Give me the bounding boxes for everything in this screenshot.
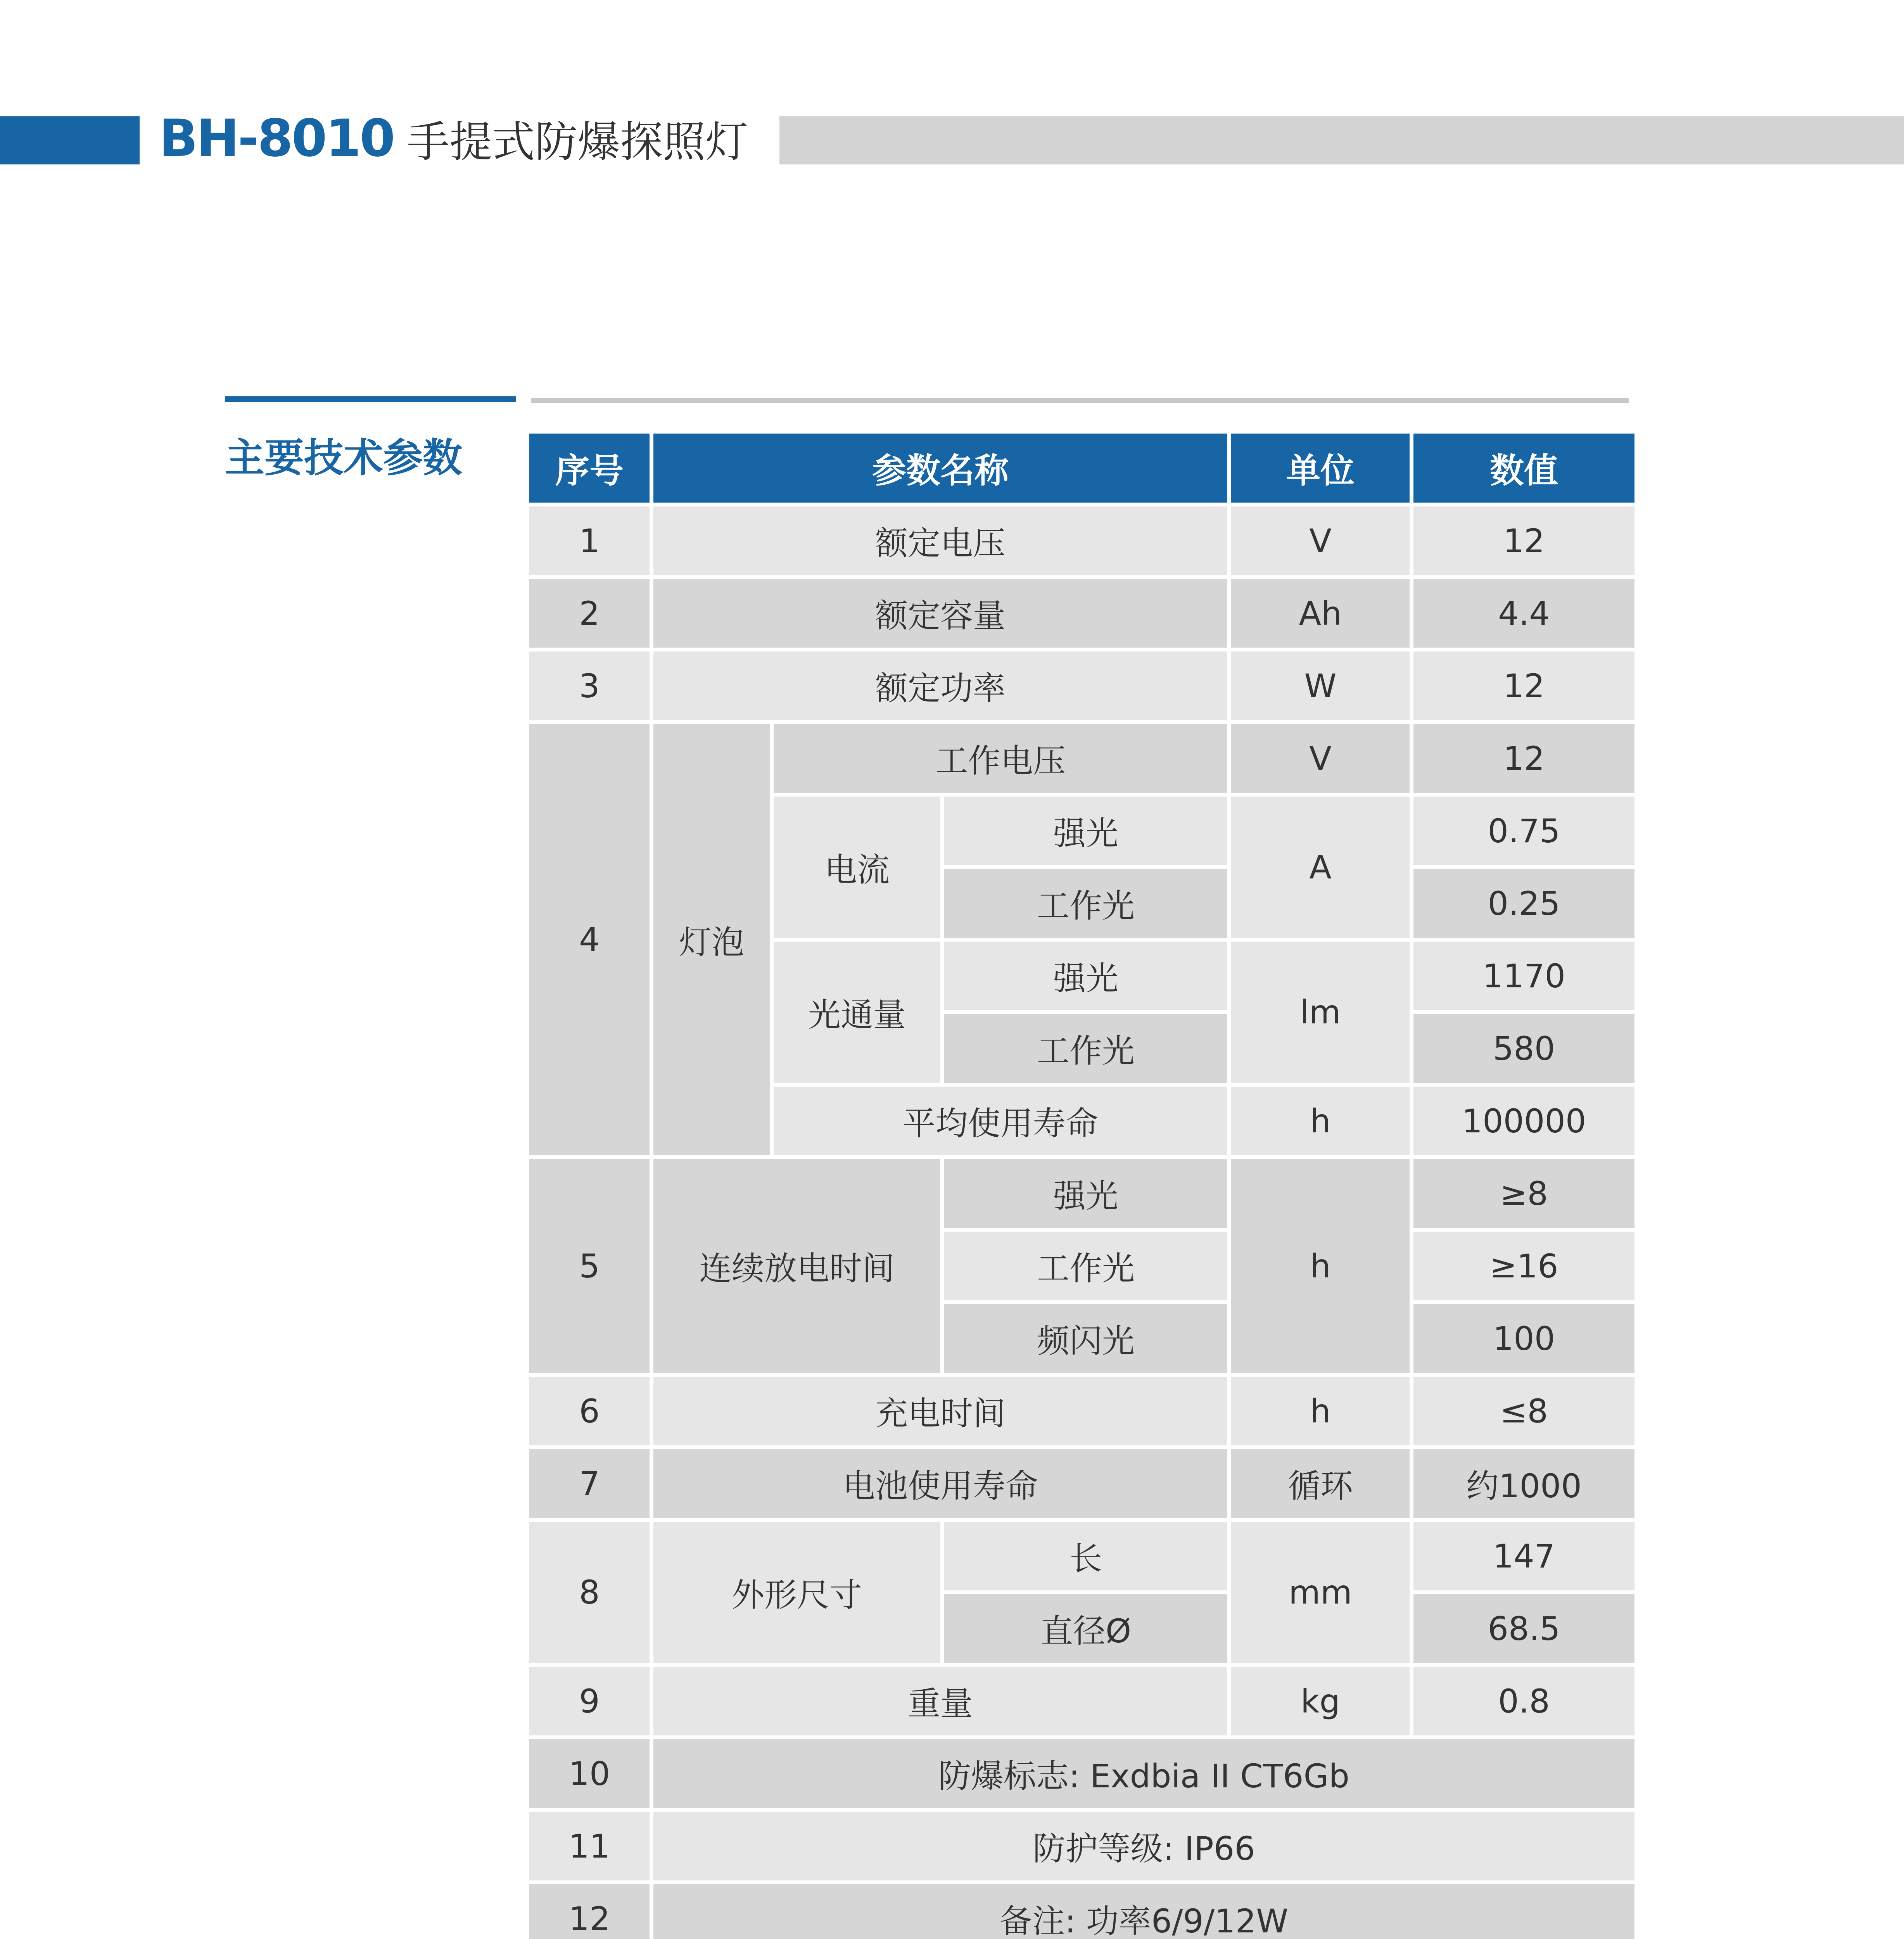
note-text: 备注: 功率6/9/12W <box>653 1884 1634 1939</box>
param-group: 灯泡 <box>653 724 770 1155</box>
param-mode: 长 <box>944 1522 1227 1590</box>
row-number: 6 <box>529 1377 650 1445</box>
spec-table <box>525 430 1638 1939</box>
param-unit: h <box>1231 1087 1410 1155</box>
section-title: 主要技术参数 <box>225 435 462 481</box>
param-mode: 频闪光 <box>944 1304 1227 1373</box>
param-unit: h <box>1231 1377 1410 1445</box>
param-value: 12 <box>1413 652 1634 720</box>
row-number: 5 <box>529 1159 650 1373</box>
param-value: 4.4 <box>1413 579 1634 648</box>
section-divider-line <box>531 398 1629 403</box>
param-name: 电池使用寿命 <box>653 1449 1227 1518</box>
row-number: 4 <box>529 724 650 1155</box>
param-unit: V <box>1231 506 1410 575</box>
table-row <box>529 1667 1634 1735</box>
header-gray-bar <box>779 116 1904 164</box>
header-cell-unit: 单位 <box>1231 434 1410 503</box>
table-row <box>529 1449 1634 1518</box>
header-cell-no: 序号 <box>529 434 650 503</box>
param-value: 147 <box>1413 1522 1634 1590</box>
param-value: ≥16 <box>1413 1232 1634 1300</box>
row-number: 10 <box>529 1739 650 1808</box>
param-value: 1170 <box>1413 942 1634 1010</box>
row-number: 7 <box>529 1449 650 1518</box>
param-name: 充电时间 <box>653 1377 1227 1445</box>
param-unit: V <box>1231 724 1410 793</box>
param-value: 100 <box>1413 1304 1634 1373</box>
header-title <box>159 109 748 168</box>
table-row <box>529 1884 1634 1939</box>
table-row <box>529 1812 1634 1880</box>
param-value: 0.75 <box>1413 797 1634 865</box>
table-row <box>529 724 1634 793</box>
param-value: 580 <box>1413 1014 1634 1083</box>
product-name: 手提式防爆探照灯 <box>407 117 748 167</box>
table-row <box>529 1159 1634 1228</box>
row-number: 1 <box>529 506 650 575</box>
param-unit: 循环 <box>1231 1449 1410 1518</box>
header-cell-value: 数值 <box>1413 434 1634 503</box>
param-mode: 工作光 <box>944 1232 1227 1300</box>
param-value: 约1000 <box>1413 1449 1634 1518</box>
param-mode: 强光 <box>944 942 1227 1010</box>
row-number: 3 <box>529 652 650 720</box>
param-name: 平均使用寿命 <box>774 1087 1227 1155</box>
table-row <box>529 1377 1634 1445</box>
param-mode: 强光 <box>944 797 1227 865</box>
param-subgroup: 光通量 <box>774 942 940 1083</box>
row-number: 12 <box>529 1884 650 1939</box>
table-row <box>529 579 1634 648</box>
param-value: 68.5 <box>1413 1594 1634 1663</box>
param-mode: 工作光 <box>944 869 1227 938</box>
param-unit: W <box>1231 652 1410 720</box>
param-mode: 直径Ø <box>944 1594 1227 1663</box>
param-value: 0.8 <box>1413 1667 1634 1735</box>
table-row <box>529 1522 1634 1590</box>
param-unit: kg <box>1231 1667 1410 1735</box>
param-unit: mm <box>1231 1522 1410 1663</box>
row-number: 9 <box>529 1667 650 1735</box>
param-name: 连续放电时间 <box>653 1159 940 1373</box>
param-unit: h <box>1231 1159 1410 1373</box>
param-name: 外形尺寸 <box>653 1522 940 1663</box>
header-cell-name: 参数名称 <box>653 434 1227 503</box>
param-mode: 强光 <box>944 1159 1227 1228</box>
param-name: 额定功率 <box>653 652 1227 720</box>
param-value: 100000 <box>1413 1087 1634 1155</box>
param-name: 额定电压 <box>653 506 1227 575</box>
table-header-row <box>529 434 1634 503</box>
row-number: 8 <box>529 1522 650 1663</box>
param-subgroup: 电流 <box>774 797 940 938</box>
param-unit: A <box>1231 797 1410 938</box>
section-accent-line <box>225 396 516 402</box>
param-unit: lm <box>1231 942 1410 1083</box>
row-number: 2 <box>529 579 650 648</box>
param-value: ≤8 <box>1413 1377 1634 1445</box>
note-text: 防护等级: IP66 <box>653 1812 1634 1880</box>
note-text: 防爆标志: Exdbia II CT6Gb <box>653 1739 1634 1808</box>
table-row <box>529 1739 1634 1808</box>
param-value: 0.25 <box>1413 869 1634 938</box>
table-row <box>529 506 1634 575</box>
param-name: 重量 <box>653 1667 1227 1735</box>
row-number: 11 <box>529 1812 650 1880</box>
product-model: BH-8010 <box>159 109 394 168</box>
param-value: 12 <box>1413 506 1634 575</box>
param-mode: 工作光 <box>944 1014 1227 1083</box>
param-value: 12 <box>1413 724 1634 793</box>
header-accent-bar <box>0 116 140 164</box>
param-unit: Ah <box>1231 579 1410 648</box>
param-name: 额定容量 <box>653 579 1227 648</box>
param-name: 工作电压 <box>774 724 1227 793</box>
table-row <box>529 652 1634 720</box>
param-value: ≥8 <box>1413 1159 1634 1228</box>
